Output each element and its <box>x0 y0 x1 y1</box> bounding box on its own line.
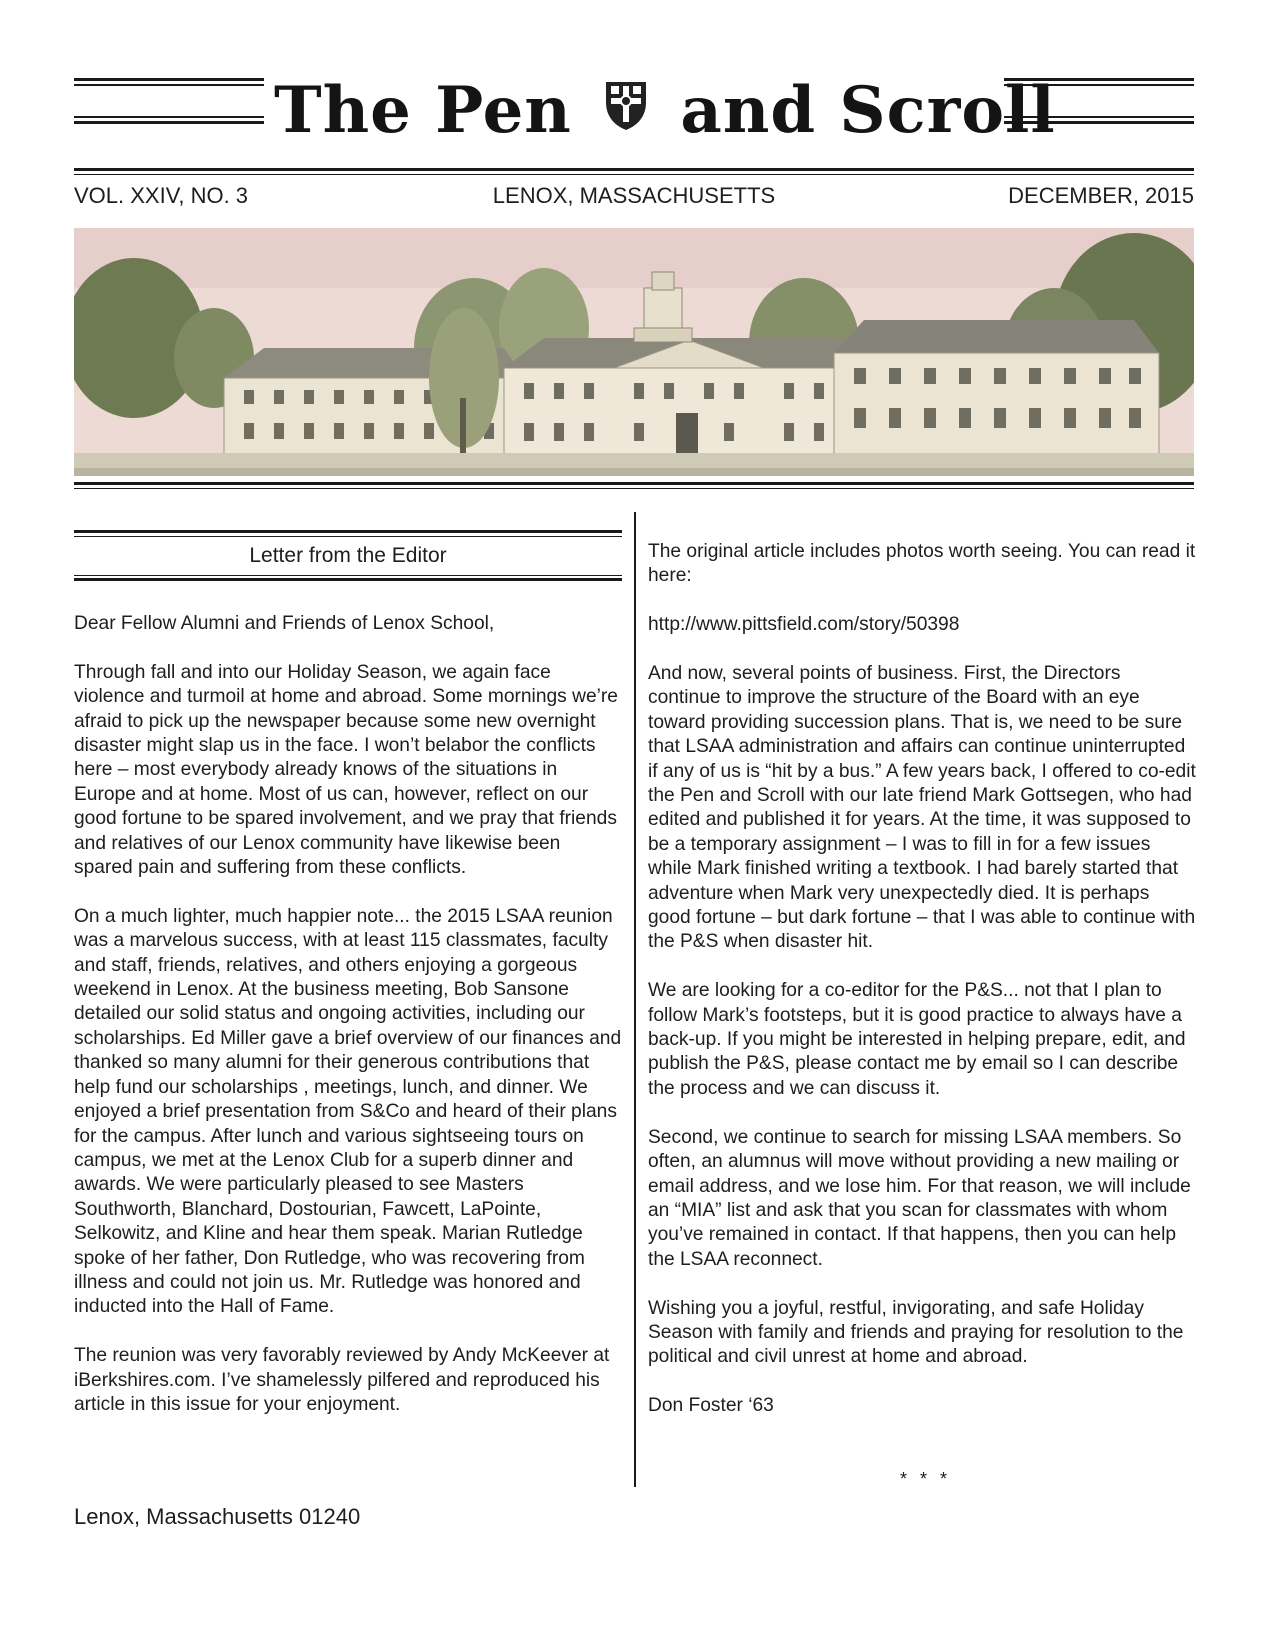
paragraph-holiday-wishes: Wishing you a joyful, restful, invigorating, and safe Holiday Season with family and friends and praying for resolution to the political and civil unrest at home and abroad. <box>648 1297 1184 1368</box>
paragraph-succession: And now, several points of business. First, the Directors continue to improve the structure of the Board with an eye toward providing succession plans. That is, we need to be sure that LSAA administration and affairs can continue uninterrupted if any of us is “hit by a bus.” A few years back, I offered to co-edit the Pen and Scroll with our late friend Mark Gottsegen, who had edited and published it for years. At the time, it was supposed to be a temporary assignment – I was to fill in for a few issues while Mark finished writing a textbook. I had barely started that adventure when Mark very unexpectedly died. It is perhaps good fortune – but dark fortune – that I was able to continue with the P&S when disaster hit. <box>648 663 1196 953</box>
paragraph-reunion: On a much lighter, much happier note... the 2015 LSAA reunion was a marvelous success, with at least 115 classmates, faculty and staff, friends, relatives, and others enjoying a gorgeous weekend in Lenox. At the business meeting, Bob Sansone detailed our solid status and ongoing activities, including our scholarships. Ed Miller gave a brief overview of our finances and thanked so many alumni for their generous contributions that help fund our scholarships , meetings, lunch, and dinner. We enjoyed a brief presentation from S&Co and heard of their plans for the campus. After lunch and various sightseeing tours on campus, we met at the Lenox Club for a superb dinner and awards. We were particularly pleased to see Masters Southworth, Blanchard, Dostourian, Fawcett, LaPointe, Selkowitz, and Kline and hear them speak. Marian Rutledge spoke of her father, Don Rutledge, who was recovering from illness and could not join us. Mr. Rutledge was honored and inducted into the Hall of Fame. <box>74 905 622 1318</box>
heading-bottom-rule-thin <box>74 575 622 576</box>
left-column <box>74 612 622 1442</box>
letter-heading: Letter from the Editor <box>249 544 447 567</box>
paragraph-co-editor: We are looking for a co-editor for the P&S... not that I plan to follow Mark’s footsteps, but it is good practice to always have a back-up. If you might be interested in helping prepare, edit, and publish the P&S, please contact me by email so I can describe the process and we can discuss it. <box>648 980 1186 1099</box>
dateline-top-rule <box>74 168 1194 171</box>
paragraph-missing-members: Second, we continue to search for missing LSAA members. So often, an alumnus will move without providing a new mailing or email address, and we lose him. For that reason, we will include an “MIA” list and ask that you scan for classmates with whom you’ve remained in contact. If that happens, then you can help the LSAA reconnect. <box>648 1126 1191 1270</box>
heading-bottom-rule <box>74 578 622 581</box>
newsletter-title <box>274 66 1056 156</box>
masthead <box>74 66 1194 156</box>
end-mark: * * * <box>900 1469 952 1489</box>
heading-top-rule-thin <box>74 536 622 537</box>
footer-address: Lenox, Massachusetts 01240 <box>74 1504 361 1529</box>
campus-illustration <box>74 228 1194 476</box>
illustration-bottom-rule-thin <box>74 488 1194 489</box>
dateline <box>74 180 1194 212</box>
heraldic-crest-icon <box>603 66 649 156</box>
paragraph-review: The reunion was very favorably reviewed by Andy McKeever at iBerkshires.com. I’ve shamelessly pilfered and reproduced his article in this issue for your enjoyment. <box>74 1345 610 1415</box>
dateline-top-rule-thin <box>74 174 1194 175</box>
issue-date: DECEMBER, 2015 <box>1008 183 1194 208</box>
paragraph-article-photos: The original article includes photos worth seeing. You can read it here: <box>648 541 1196 587</box>
article-link[interactable]: http://www.pittsfield.com/story/50398 <box>648 614 960 636</box>
column-divider <box>634 512 636 1487</box>
paragraph-world-events: Through fall and into our Holiday Season, we again face violence and turmoil at home and abroad. Some mornings we’re afraid to pick up the newspaper because some new overnight disaster might slap us in the face. I won’t belabor the conflicts here – most everybody already knows of the situations in Europe and at home. Most of us can, however, reflect on our good fortune to be spared involvement, and we pray that friends and relatives of our Lenox community have likewise been spared pain and suffering from these conflicts. <box>74 661 618 879</box>
title-right: and Scroll <box>680 73 1056 148</box>
heading-top-rule <box>74 530 622 533</box>
signature: Don Foster ‘63 <box>648 1395 774 1417</box>
volume-number: VOL. XXIV, NO. 3 <box>74 183 249 208</box>
salutation: Dear Fellow Alumni and Friends of Lenox School, <box>74 613 495 634</box>
letter-heading-box <box>74 530 622 580</box>
title-left: The Pen <box>274 73 572 148</box>
publication-place: LENOX, MASSACHUSETTS <box>492 183 776 208</box>
masthead-rules-left <box>74 78 264 124</box>
right-column <box>648 540 1196 1443</box>
illustration-bottom-rule <box>74 482 1194 485</box>
